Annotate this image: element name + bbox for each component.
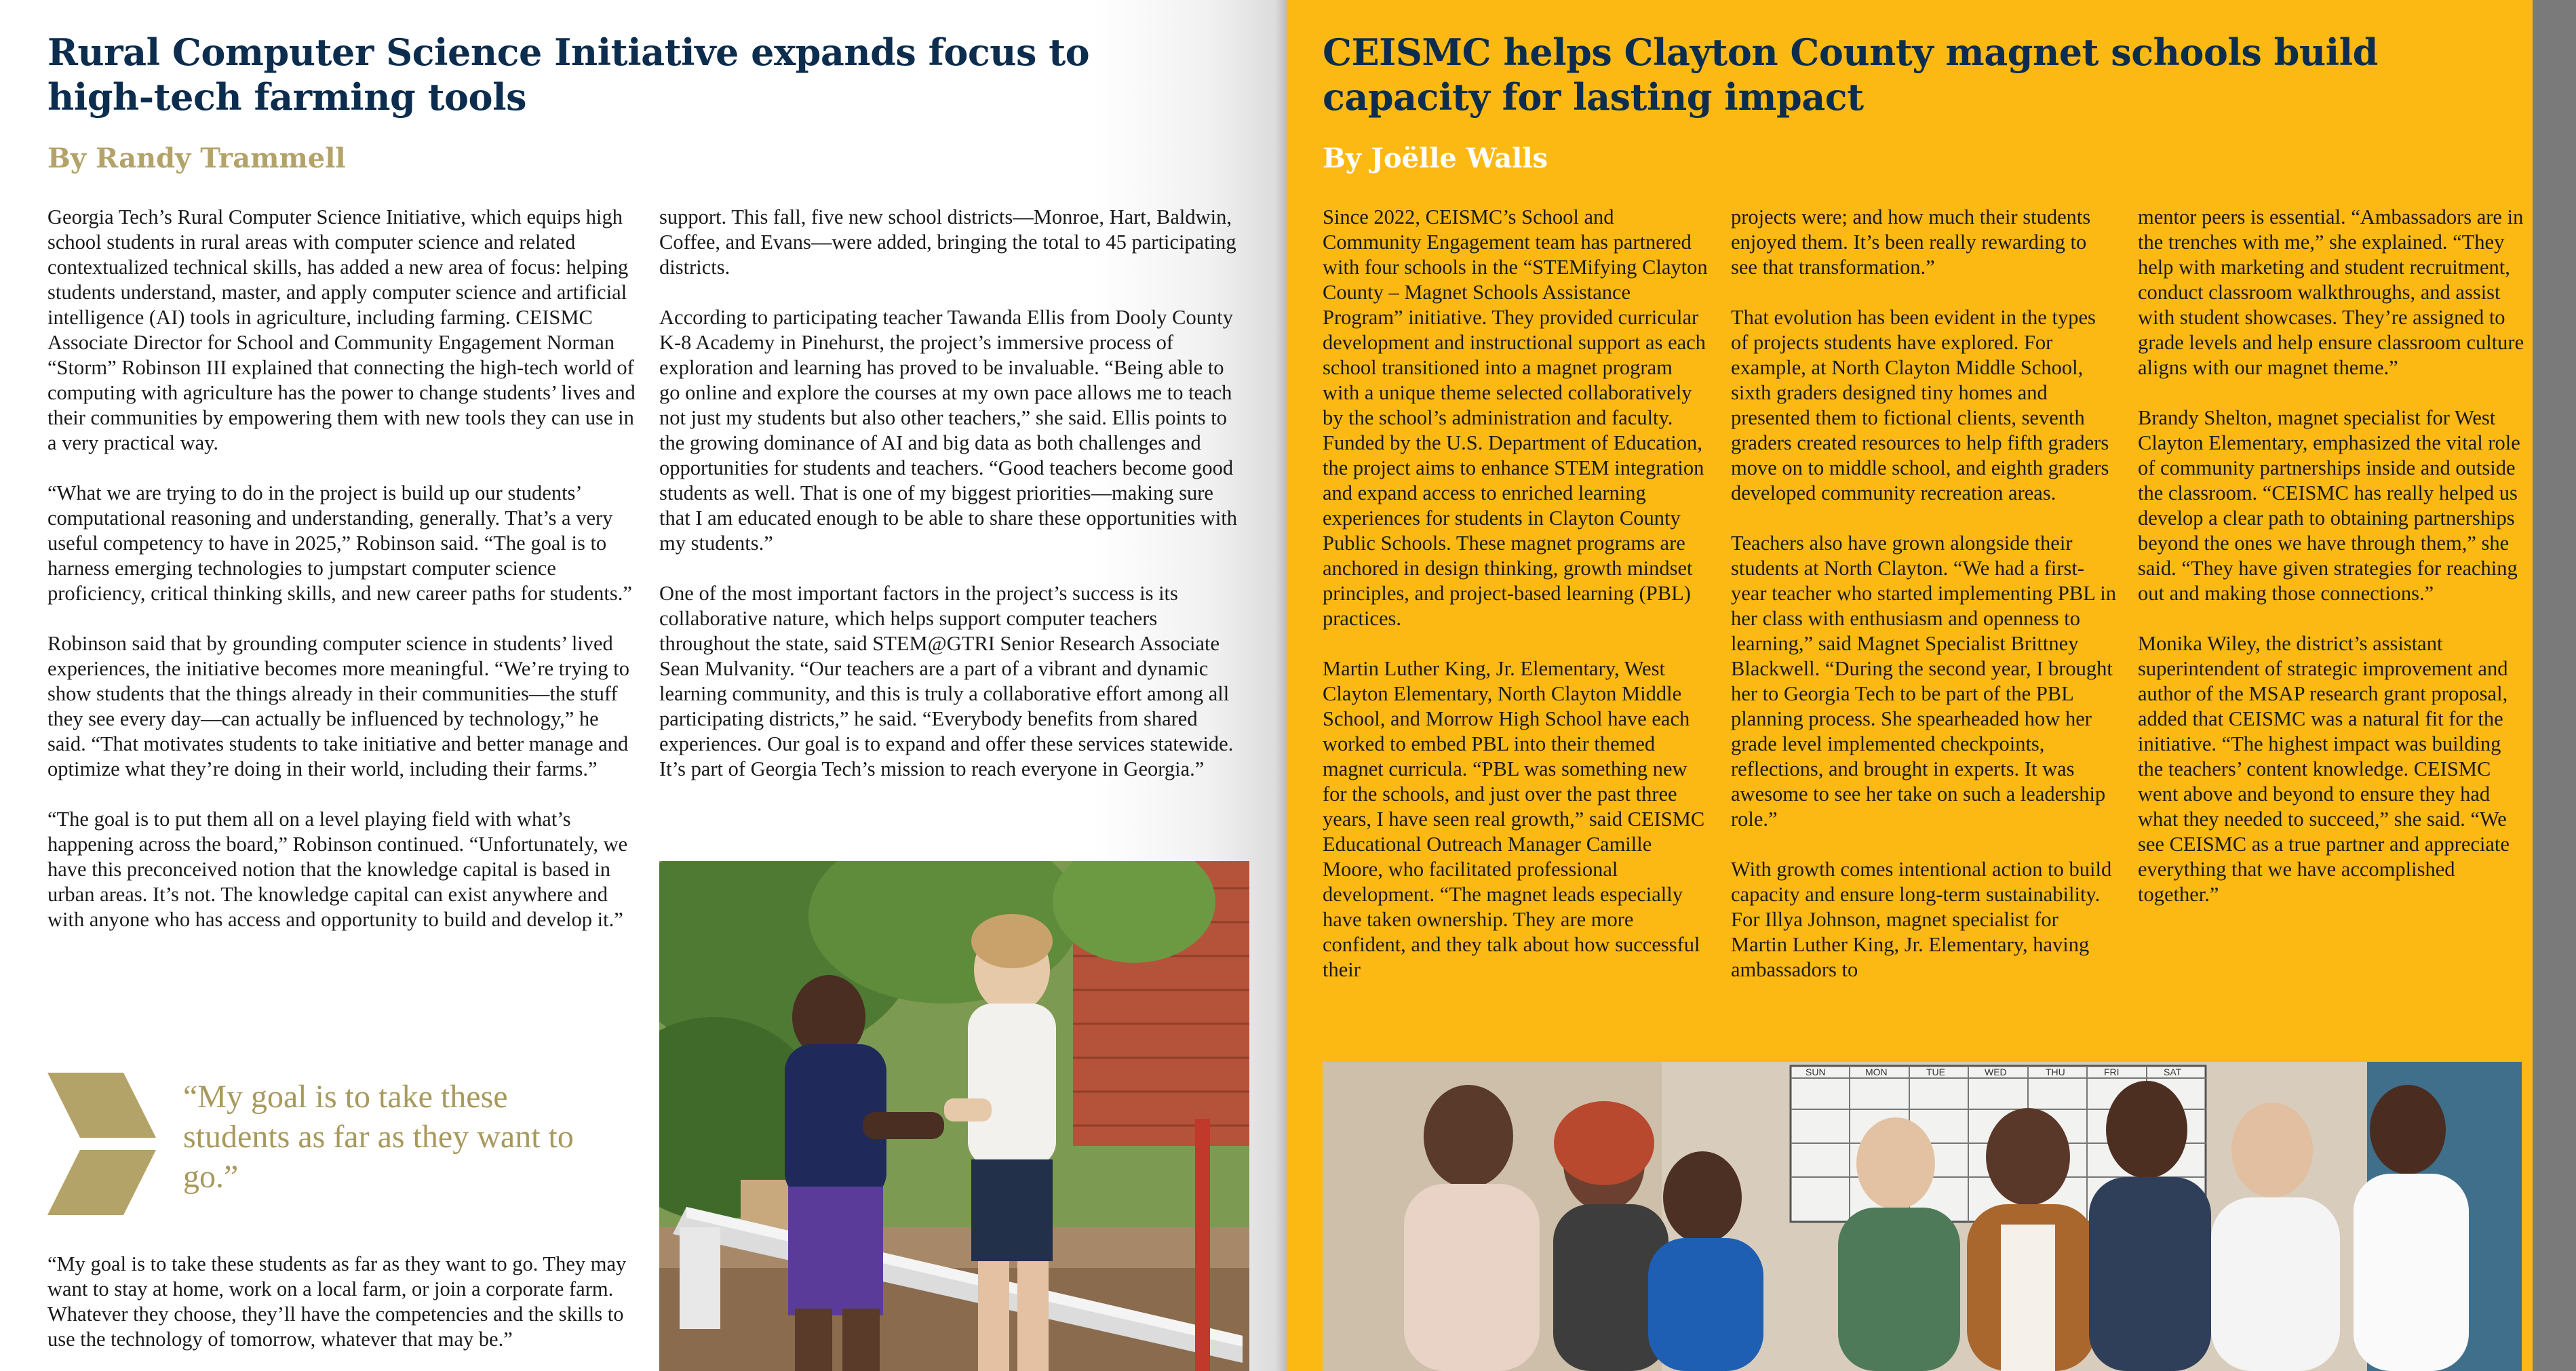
paragraph: support. This fall, five new school districts—Monroe, Hart, Baldwin, Coffee, and Evans—were added, bringing the total to 45 participating districts. (659, 205, 1236, 279)
paragraph: “The goal is to put them all on a level playing field with what’s happening across the board,” Robinson continued. “Unfortunately, we have this preconceived notion that the knowledge capital is based in urban areas. It’s not. The knowledge capital can exist anywhere and with anyone who has access and opportunity to build and develop it.” (47, 808, 628, 931)
right-page-edge (2533, 0, 2576, 1371)
group-photo (1323, 1062, 2522, 1371)
paragraph: That evolution has been evident in the types of projects students have explored. For example, at North Clayton Middle School, sixth graders designed tiny homes and presented them to fictional clients, seventh graders created resources to help fifth graders move on to middle school, and eighth graders developed community recreation areas. (1731, 306, 2109, 504)
paragraph: With growth comes intentional action to build capacity and ensure long-term sustainability. For Illya Johnson, magnet specialist for Martin Luther King, Jr. Elementary, having ambassadors to (1731, 858, 2112, 981)
paragraph: Brandy Shelton, magnet specialist for West Clayton Elementary, emphasized the vital role of community partnerships inside and outside the classroom. “CEISMC has really helped us develop a clear path to obtaining partnerships beyond the ones we have through them,” she said. “They have given strategies for reaching out and making those connections.” (2138, 406, 2520, 605)
paragraph: One of the most important factors in the project’s success is its collaborative nature, which helps support computer teachers throughout the state, said STEM@GTRI Senior Research Associate Sean Mulvanity. “Our teachers are a part of a vibrant and dynamic learning community, and this is truly a collaborative effort among all participating districts,” he said. “Everybody benefits from shared experiences. Our goal is to expand and offer these services statewide. It’s part of Georgia Tech’s mission to reach everyone in Georgia.” (659, 582, 1234, 780)
paragraph: “What we are trying to do in the project is build up our students’ computational reasoning and understanding, generally. That’s a very useful competency to have in 2025,” Robinson said. “The goal is to harness emerging technologies to jumpstart computer science proficiency, critical thinking skills, and new career paths for students.” (47, 481, 632, 605)
pull-quote (47, 1070, 638, 1215)
paragraph: Robinson said that by grounding computer science in students’ lived experiences, the initiative becomes more meaningful. “We’re trying to show students that the things already in their communities—the stuff they see every day—can actually be influenced by technology,” he said. “That motivates students to take initiative and better manage and optimize what they’re doing in their world, including their farms.” (47, 632, 629, 780)
left-article-title: Rural Computer Science Initiative expands focus to high-tech farming tools (47, 31, 1090, 119)
paragraph: mentor peers is essential. “Ambassadors are in the trenches with me,” she explained. “They help with marketing and student recruitment, conduct classroom walkthroughs, and assist with student showcases. They’re assigned to grade levels and help ensure classroom culture aligns with our magnet theme.” (2138, 205, 2524, 379)
garden-photo-icon (659, 861, 1249, 1371)
calendar-day-label: WED (1985, 1067, 2007, 1077)
left-article-byline: By Randy Trammell (47, 142, 346, 174)
right-column-2 (1731, 205, 2118, 982)
calendar-day-label: FRI (2104, 1067, 2120, 1077)
paragraph: Since 2022, CEISMC’s School and Community Engagement team has partnered with four schools in the “STEMifying Clayton County – Magnet Schools Assistance Program” initiative. They provided curricular development and instructional support as each school transitioned into a magnet program with a unique theme selected collaboratively by the school’s administration and faculty. Funded by the U.S. Department of Education, the project aims to enhance STEM integration and expand access to enriched learning experiences for students in Clayton County Public Schools. These magnet programs are anchored in design thinking, growth mindset principles, and project-based learning (PBL) practices. (1323, 205, 1708, 630)
group-photo-icon (1323, 1062, 2522, 1371)
left-page (0, 0, 1287, 1371)
paragraph: Teachers also have grown alongside their students at North Clayton. “We had a first-year teacher who started implementing PBL in her class with enthusiasm and openness to learning,” said Magnet Specialist Brittney Blackwell. “During the second year, I brought her to Georgia Tech to be part of the PBL planning process. She spearheaded how her grade level implemented checkpoints, reflections, and brought in experts. It was awesome to see her take on such a leadership role.” (1731, 532, 2117, 831)
paragraph: Georgia Tech’s Rural Computer Science Initiative, which equips high school students in rural areas with computer science and related contextualized technical skills, has added a new area of focus: helping students understand, master, and apply computer science and artificial intelligence (AI) tools in agriculture, including farming. CEISMC Associate Director for School and Community Engagement Norman “Storm” Robinson III explained that connecting the high-tech world of computing with agriculture has the power to change students’ lives and their communities by empowering them with new tools they can use in a very practical way. (47, 205, 636, 454)
pull-quote-text: “My goal is to take these students as far as they want to go.” (183, 1079, 574, 1195)
paragraph: projects were; and how much their students enjoyed them. It’s been really rewarding to see that transformation.” (1731, 205, 2091, 279)
calendar-day-label: TUE (1926, 1067, 1945, 1077)
paragraph: Martin Luther King, Jr. Elementary, West Clayton Elementary, North Clayton Middle School, and Morrow High School have each worked to embed PBL into their themed magnet curricula. “PBL was something new for the schools, and just over the past three years, I have seen real growth,” said CEISMC Educational Outreach Manager Camille Moore, who facilitated professional development. “The magnet leads especially have taken ownership. They are more confident, and they talk about how successful their (1323, 657, 1705, 981)
right-column-1 (1323, 205, 1709, 982)
paragraph: “My goal is to take these students as far as they want to go. They may want to stay at home, work on a local farm, or join a corporate farm. Whatever they choose, they’ll have the competencies and the skills to use the technology of tomorrow, whatever that may be.” (47, 1252, 627, 1351)
paragraph: According to participating teacher Tawanda Ellis from Dooly County K-8 Academy in Pinehurst, the project’s immersive process of exploration and learning has proved to be invaluable. “Being able to go online and explore the courses at my own pace allows me to teach not just my students but also other teachers,” she said. Ellis points to the growing dominance of AI and big data as both challenges and opportunities for students and teachers. “Good teachers become good students as well. That is one of my biggest priorities—making sure that I am educated enough to be able to share these opportunities with my students.” (659, 306, 1238, 555)
calendar-day-label: SAT (2164, 1067, 2182, 1077)
paragraph: Monika Wiley, the district’s assistant superintendent of strategic improvement and author of the MSAP research grant proposal, added that CEISMC was a natural fit for the initiative. “The highest impact was building the teachers’ content knowledge. CEISMC went above and beyond to ensure they had what they needed to succeed,” she said. “We see CEISMC as a true partner and appreciate everything that we have accomplished together.” (2138, 632, 2510, 906)
right-column-3 (2138, 205, 2524, 907)
calendar-day-label: THU (2046, 1067, 2065, 1077)
chevron-icon (47, 1073, 156, 1215)
calendar-day-label: MON (1865, 1067, 1888, 1077)
left-column-1 (47, 205, 638, 932)
left-column-2 (659, 205, 1249, 782)
right-article-title: CEISMC helps Clayton County magnet schools build capacity for lasting impact (1323, 31, 2378, 119)
left-column-1-bottom (47, 1252, 638, 1352)
calendar-day-label: SUN (1806, 1067, 1826, 1077)
right-article-byline: By Joëlle Walls (1323, 142, 1548, 174)
garden-photo (659, 861, 1249, 1371)
